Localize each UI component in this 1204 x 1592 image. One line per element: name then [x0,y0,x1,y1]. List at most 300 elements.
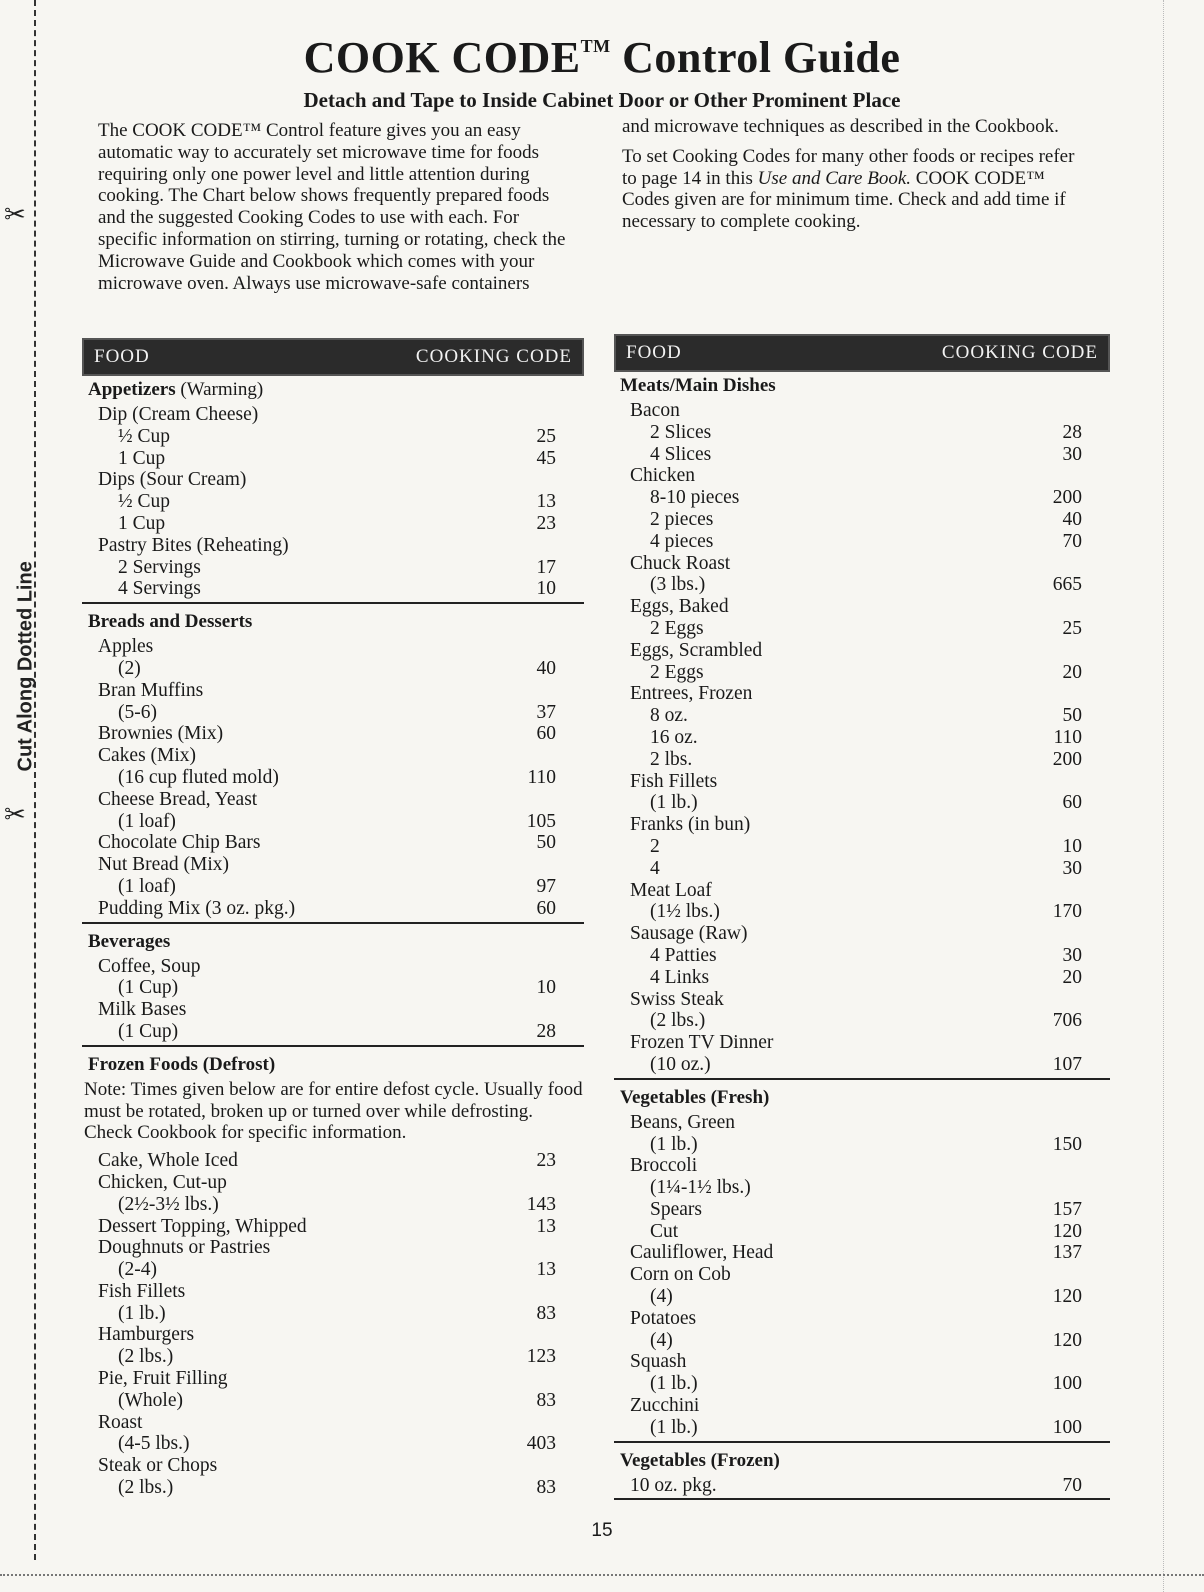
cooking-code: 45 [536,447,556,469]
food-label: (2 lbs.) [118,1346,174,1368]
food-label: Fish Fillets [98,1280,186,1302]
food-label: (Whole) [118,1389,183,1411]
header-food: FOOD [626,342,682,363]
food-label: 4 pieces [650,530,714,552]
food-row [82,1021,584,1043]
food-row [614,531,1110,553]
food-row [82,999,584,1021]
food-label: Cake, Whole Iced [98,1150,238,1172]
cooking-code: 706 [1052,1010,1082,1032]
food-row [82,1194,584,1216]
section-beverages: Beverages [88,930,171,952]
cooking-code [496,404,584,426]
cooking-code [496,1324,584,1346]
cooking-code [496,745,584,767]
food-label: (1½ lbs.) [650,901,720,923]
food-label: Sausage (Raw) [630,923,748,945]
food-row [82,1412,584,1434]
food-label: Roast [98,1411,143,1433]
cooking-code: 110 [527,766,556,788]
food-row [82,745,584,767]
food-label: Pudding Mix (3 oz. pkg.) [98,897,296,919]
left-column [82,338,584,1499]
food-label: 2 lbs. [650,748,693,770]
food-row [82,535,584,557]
food-row [82,1433,584,1455]
food-row [82,1324,584,1346]
cooking-code: 10 [536,977,556,999]
cooking-code: 100 [1052,1416,1082,1438]
food-label: Chuck Roast [630,552,731,574]
food-label: (2 lbs.) [650,1010,706,1032]
food-row [614,662,1110,684]
cooking-code [1022,553,1110,575]
cooking-code: 83 [536,1477,556,1499]
cooking-code [496,1368,584,1390]
food-row [82,1390,584,1412]
food-row [82,1303,584,1325]
food-row [614,1475,1110,1497]
food-label: Pastry Bites (Reheating) [98,534,289,556]
food-row [614,596,1110,618]
food-label: 2 Eggs [650,617,704,639]
food-label: 8-10 pieces [650,487,740,509]
food-row [614,422,1110,444]
food-label: Steak or Chops [98,1455,218,1477]
food-row [614,749,1110,771]
food-label: 1 Cup [118,512,166,534]
section-breads-desserts: Breads and Desserts [88,611,253,633]
food-label: Chicken, Cut-up [98,1171,227,1193]
food-row [82,557,584,579]
cooking-code: 157 [1052,1198,1082,1220]
section-divider [614,1078,1110,1080]
food-label: (1 Cup) [118,1020,179,1042]
section-vegetables-frozen: Vegetables (Frozen) [620,1449,780,1471]
food-label: Fish Fillets [630,770,718,792]
cooking-code: 28 [536,1020,556,1042]
food-label: 2 Eggs [650,661,704,683]
cooking-code: 200 [1052,748,1082,770]
food-label: Apples [98,636,154,658]
food-row [82,658,584,680]
food-row [614,923,1110,945]
cooking-code: 25 [536,425,556,447]
cooking-code [1022,1032,1110,1054]
food-label: (1 lb.) [650,1373,698,1395]
cooking-code [496,999,584,1021]
food-row [614,618,1110,640]
food-label: Cut [650,1220,679,1242]
trademark: TM [580,36,611,56]
cooking-code: 23 [536,512,556,534]
food-label: (4-5 lbs.) [118,1433,190,1455]
cooking-code: 20 [1062,966,1082,988]
cooking-code: 150 [1052,1133,1082,1155]
header-cooking-code: COOKING CODE [415,346,572,367]
food-row [614,792,1110,814]
food-label: 4 Links [650,966,710,988]
cooking-code: 37 [536,701,556,723]
cooking-code [1022,1264,1110,1286]
food-row [614,1032,1110,1054]
section-divider [614,1498,1110,1500]
page-number: 15 [591,1520,613,1541]
food-row [82,1237,584,1259]
food-label: Beans, Green [630,1111,736,1133]
food-row [82,1281,584,1303]
food-label: (1 lb.) [650,1416,698,1438]
cooking-code: 83 [536,1389,556,1411]
food-label: Bran Muffins [98,679,204,701]
food-label: 2 pieces [650,508,714,530]
food-label: (16 cup fluted mold) [118,766,279,788]
page-title: COOK CODE™ Control Guide [303,33,901,82]
cooking-code: 10 [1062,835,1082,857]
food-label: 2 Slices [650,421,712,443]
cooking-code: 60 [536,723,556,745]
food-label: Pie, Fruit Filling [98,1368,228,1390]
food-row [614,1417,1110,1439]
food-row [82,1368,584,1390]
right-column [614,334,1110,1504]
food-row [82,404,584,426]
page-right-edge [1163,0,1194,1592]
page-bottom-edge [0,1574,1204,1584]
food-row [614,1351,1110,1373]
section-meats: Meats/Main Dishes [620,375,776,396]
intro-right: and microwave techniques as described in the Cookbook. To set Cooking Codes for many other foods or recipes refer to page 14 in this Use and Care Book. COOK CODE™ Codes given are for minimum time. Check and add time if necessary to complete cooking. [622,116,1075,233]
food-row [614,465,1110,487]
food-row [82,513,584,535]
food-row [614,640,1110,662]
food-row [614,1264,1110,1286]
cooking-code: 23 [536,1150,556,1172]
food-row [82,636,584,658]
section-divider [614,1441,1110,1443]
cooking-code [1022,1308,1110,1330]
food-row [82,1216,584,1238]
food-label: (1 lb.) [118,1302,166,1324]
food-label: Cauliflower, Head [630,1242,774,1264]
food-label: Eggs, Baked [630,596,729,618]
cooking-code [496,789,584,811]
cooking-code [496,680,584,702]
cooking-code [1022,1395,1110,1417]
food-row [614,858,1110,880]
table-header [614,334,1110,372]
cooking-code: 107 [1052,1053,1082,1075]
cooking-code: 120 [1052,1220,1082,1242]
food-label: (1¼-1½ lbs.) [650,1177,751,1199]
cut-dotted-line [34,0,36,1560]
food-row [614,1242,1110,1264]
food-row [614,1286,1110,1308]
cooking-code [1022,596,1110,618]
food-label: (1 loaf) [118,810,176,832]
cooking-code: 105 [526,810,556,832]
cooking-code: 97 [536,875,556,897]
food-label: (1 lb.) [650,1133,698,1155]
food-label: (1 lb.) [650,792,698,814]
cooking-code [1022,465,1110,487]
cooking-code: 30 [1062,443,1082,465]
food-label: 4 Patties [650,944,717,966]
cooking-code: 665 [1052,574,1082,596]
food-label: 2 Servings [118,556,201,578]
cooking-code: 10 [536,578,556,600]
food-label: 16 oz. [650,726,698,748]
cooking-code [1022,771,1110,793]
food-label: ½ Cup [118,491,171,513]
food-row [614,727,1110,749]
scissors-icon: ✂ [4,200,26,229]
food-label: 4 [650,857,660,879]
cooking-code [496,535,584,557]
intro-left: The COOK CODE™ Control feature gives you an easy automatic way to accurately set microwave time for foods requiring only one power level and little attention during cooking. The Chart below shows frequently prepared foods and the suggested Cooking Codes to use with each. For specific information on stirring, turning or rotating, check the Microwave Guide and Cookbook which comes with your microwave oven. Always use microwave-safe containers [98,120,566,294]
food-label: Dessert Topping, Whipped [98,1215,307,1237]
section-divider [82,922,584,924]
food-label: (2) [118,657,141,679]
food-row [82,956,584,978]
food-row [614,1395,1110,1417]
food-label: Meat Loaf [630,879,712,901]
cooking-code: 70 [1062,1474,1082,1496]
food-label: Potatoes [630,1307,697,1329]
section-divider [82,1045,584,1047]
food-row [82,1477,584,1499]
food-row [82,426,584,448]
cooking-code: 13 [536,1259,556,1281]
cooking-code [1022,400,1110,422]
section-vegetables-fresh: Vegetables (Fresh) [620,1086,770,1108]
cooking-code: 40 [536,657,556,679]
cooking-code: 137 [1052,1242,1082,1264]
food-label: Brownies (Mix) [98,723,224,745]
food-row [614,1373,1110,1395]
food-label: Dips (Sour Cream) [98,469,247,491]
cooking-code: 100 [1052,1373,1082,1395]
scissors-icon: ✂ [4,800,26,829]
cooking-code: 70 [1062,530,1082,552]
defrost-note: Note: Times given below are for entire defost cycle. Usually food must be rotated, broken up or turned over while defrosting. Check Cookbook for specific information. [84,1078,583,1144]
food-row [82,811,584,833]
food-row [82,1172,584,1194]
food-label: 8 oz. [650,705,688,727]
food-label: 4 Servings [118,578,201,600]
food-row [82,1455,584,1477]
food-label: (1 loaf) [118,875,176,897]
food-row [614,444,1110,466]
cooking-code: 40 [1062,508,1082,530]
food-row [614,1221,1110,1243]
cooking-code [496,1237,584,1259]
section-frozen-foods: Frozen Foods (Defrost) [88,1053,276,1075]
cooking-code [1022,1351,1110,1373]
food-row [82,1259,584,1281]
food-label: Nut Bread (Mix) [98,854,230,876]
food-row [614,967,1110,989]
food-label: Chocolate Chip Bars [98,832,261,854]
food-label: Cheese Bread, Yeast [98,788,258,810]
cooking-code: 120 [1052,1329,1082,1351]
food-label: Corn on Cob [630,1264,731,1286]
food-row [614,400,1110,422]
header-cooking-code: COOKING CODE [941,342,1098,363]
food-row [614,1199,1110,1221]
cooking-code: 13 [536,491,556,513]
section-appetizers: Appetizers (Warming) [88,379,264,400]
header-food: FOOD [94,346,150,367]
food-label: Swiss Steak [630,988,724,1010]
cooking-code: 25 [1062,617,1082,639]
food-label: Coffee, Soup [98,955,201,977]
food-label: (4) [650,1286,673,1308]
food-label: Bacon [630,400,680,421]
cooking-code [496,1455,584,1477]
food-row [614,574,1110,596]
cooking-code [496,1412,584,1434]
food-row [614,814,1110,836]
cooking-code: 60 [536,897,556,919]
cooking-code [1022,923,1110,945]
cooking-code: 50 [536,832,556,854]
cooking-code [1022,880,1110,902]
food-label: Milk Bases [98,999,187,1021]
cooking-code [1022,1155,1110,1177]
food-row [82,854,584,876]
food-row [614,683,1110,705]
cooking-code [496,469,584,491]
food-label: Zucchini [630,1395,700,1417]
section-divider [82,602,584,604]
food-label: Eggs, Scrambled [630,639,763,661]
food-label: (2½-3½ lbs.) [118,1193,219,1215]
cooking-code: 20 [1062,661,1082,683]
food-row [82,448,584,470]
food-label: 10 oz. pkg. [630,1474,717,1496]
food-row [614,945,1110,967]
food-row [82,1150,584,1172]
cooking-code: 200 [1052,487,1082,509]
food-label: Cakes (Mix) [98,745,197,767]
food-row [82,898,584,920]
food-label: (5-6) [118,701,157,723]
cooking-code: 83 [536,1302,556,1324]
food-label: Broccoli [630,1155,698,1177]
cooking-code [1022,640,1110,662]
cooking-code: 60 [1062,792,1082,814]
food-label: (2 lbs.) [118,1477,174,1499]
cooking-code: 123 [526,1346,556,1368]
food-row [82,767,584,789]
food-row [614,1177,1110,1199]
food-row [82,702,584,724]
food-label: Squash [630,1351,687,1373]
cooking-code [1022,1177,1110,1199]
food-row [82,832,584,854]
food-row [82,1346,584,1368]
table-header [82,338,584,376]
food-row [82,876,584,898]
food-row [614,1010,1110,1032]
food-row [614,1155,1110,1177]
cooking-code: 13 [536,1215,556,1237]
food-label: (3 lbs.) [650,574,706,596]
food-row [614,509,1110,531]
page-subtitle: Detach and Tape to Inside Cabinet Door or Other Prominent Place [303,88,901,112]
food-row [614,705,1110,727]
cooking-code: 50 [1062,705,1082,727]
cooking-code: 17 [536,556,556,578]
food-row [614,1054,1110,1076]
cooking-code [496,1172,584,1194]
food-row [82,977,584,999]
cooking-code: 120 [1052,1286,1082,1308]
food-label: (10 oz.) [650,1053,711,1075]
food-row [614,771,1110,793]
food-row [614,487,1110,509]
food-label: 1 Cup [118,447,166,469]
food-row [82,469,584,491]
cooking-code [1022,814,1110,836]
food-label: Chicken [630,465,695,487]
food-row [82,789,584,811]
cooking-code: 30 [1062,857,1082,879]
food-label: (2-4) [118,1259,157,1281]
food-row [614,1134,1110,1156]
food-row [614,836,1110,858]
cooking-code [496,636,584,658]
food-row [82,578,584,600]
food-label: Spears [650,1198,702,1220]
cooking-code: 170 [1052,901,1082,923]
food-row [82,491,584,513]
food-label: (4) [650,1329,673,1351]
food-label: Hamburgers [98,1324,195,1346]
food-label: 4 Slices [650,443,712,465]
food-label: (1 Cup) [118,977,179,999]
food-label: Doughnuts or Pastries [98,1237,271,1259]
cooking-code: 403 [526,1433,556,1455]
cut-line-label: Cut Along Dotted Line [14,561,37,772]
food-row [82,723,584,745]
cooking-code: 28 [1062,421,1082,443]
cooking-code [1022,989,1110,1011]
cooking-code [496,956,584,978]
food-label: Entrees, Frozen [630,683,753,705]
food-row [614,1308,1110,1330]
cooking-code [1022,683,1110,705]
cooking-code [496,1281,584,1303]
food-row [614,1330,1110,1352]
cooking-code [1022,1112,1110,1134]
food-row [614,901,1110,923]
cooking-code [496,854,584,876]
cooking-code: 143 [526,1193,556,1215]
food-label: 2 [650,835,660,857]
food-label: Franks (in bun) [630,814,751,836]
food-row [614,880,1110,902]
food-row [614,553,1110,575]
food-label: ½ Cup [118,425,171,447]
food-row [82,680,584,702]
food-row [614,1112,1110,1134]
food-label: Dip (Cream Cheese) [98,404,259,425]
cooking-code: 110 [1053,726,1082,748]
cooking-code: 30 [1062,944,1082,966]
food-label: Frozen TV Dinner [630,1032,774,1054]
